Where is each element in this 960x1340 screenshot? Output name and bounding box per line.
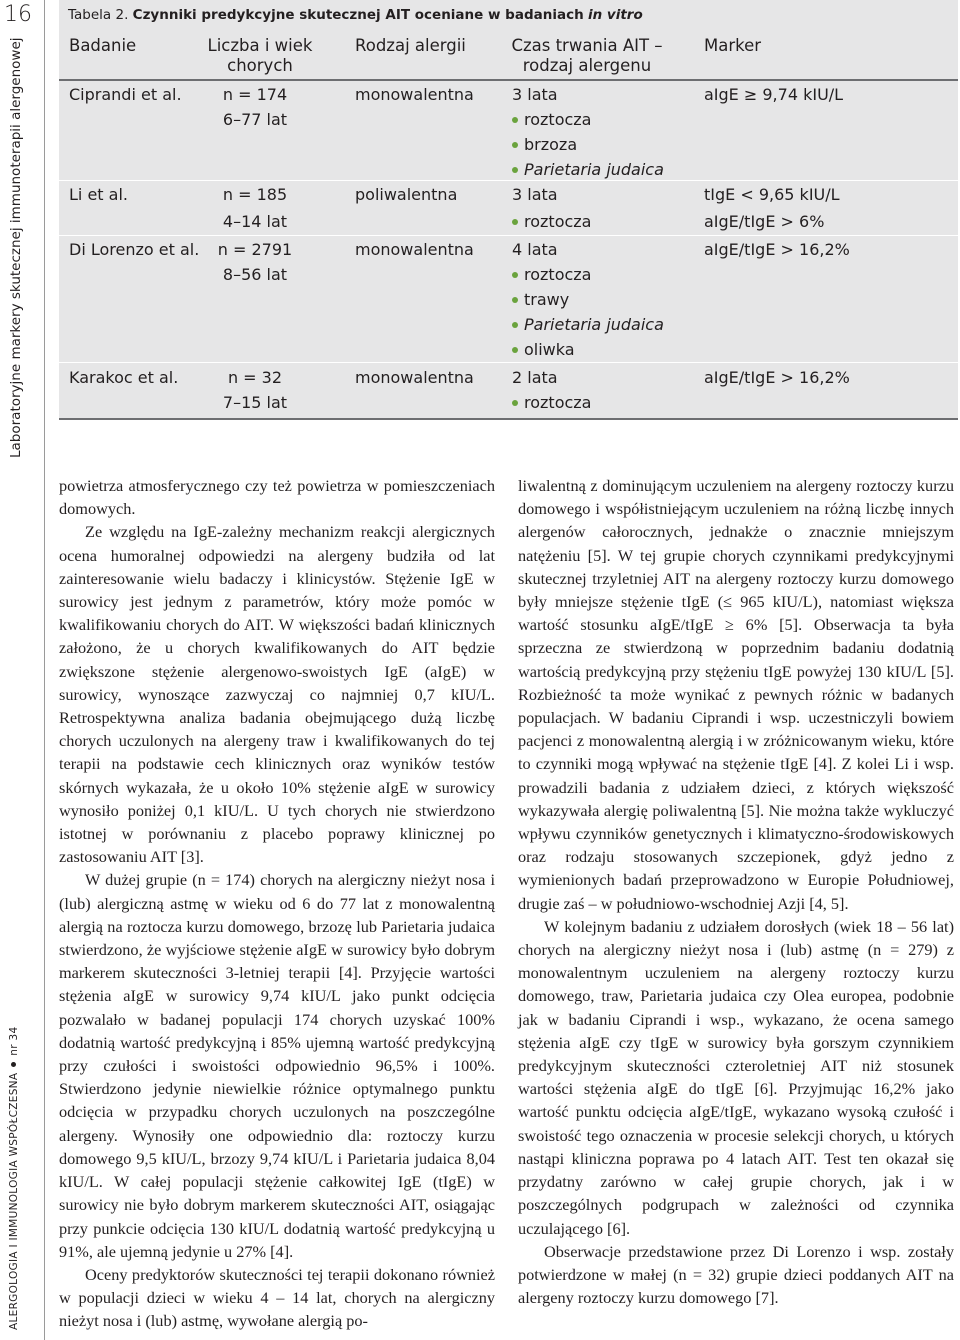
patients-age: 4–14 lat bbox=[222, 212, 288, 231]
table-row-1-patients bbox=[196, 82, 314, 132]
bullet-icon bbox=[512, 272, 518, 278]
table-row-3-study: Di Lorenzo et al. bbox=[69, 240, 200, 259]
bullet-icon bbox=[512, 322, 518, 328]
header-patients bbox=[196, 36, 324, 76]
header-divider bbox=[59, 79, 958, 81]
allergen-item: Parietaria judaica bbox=[512, 312, 664, 337]
bullet-icon bbox=[512, 347, 518, 353]
table-row-3-marker: aIgE/tIgE > 16,2% bbox=[704, 240, 850, 259]
header-duration-line2: rodzaj alergenu bbox=[522, 56, 652, 75]
duration: 2 lata bbox=[512, 368, 558, 387]
body-column-left bbox=[59, 474, 495, 1333]
bullet-icon bbox=[512, 297, 518, 303]
bullet-icon bbox=[512, 219, 518, 225]
marker-value: aIgE/tIgE > 6% bbox=[704, 212, 825, 231]
margin-divider bbox=[44, 0, 45, 1340]
marker-value: tIgE < 9,65 kIU/L bbox=[704, 185, 840, 204]
journal-footer bbox=[8, 1027, 20, 1330]
paragraph: Ze względu na IgE-zależny mechanizm reakcji alergicznych ocena humoralnej odpowiedzi na alergeny budziła od lat zainteresowanie wielu badaczy i klinicystów. Stężenie IgE w surowicy jest jednym z parametrów, który może pomóc w kwalifikowaniu chorych do AIT. W większości badań klinicznych założono, że u chorych kwalifikowanych do AIT będzie zwiększone stężenie alergenowo-swoistych IgE (aIgE) w surowicy, wynoszące zazwyczaj co najmniej 0,7 kIU/L. Retrospektywna analiza badania obejmującego dużą liczbę chorych uczulonych na alergeny traw i kwalifikowanych do tej terapii na podstawie cech klinicznych oraz wyników testów skórnych wykazała, że u około 10% stężenie aIgE w surowicy wynosiło poniżej 0,1 kIU/L. U tych chorych nie stwierdzono istotnej w porównaniu z placebo poprawy klinicznej po zastosowaniu AIT [3]. bbox=[59, 522, 495, 867]
table-caption-prefix: Tabela 2. bbox=[68, 7, 129, 23]
allergen-item: Parietaria judaica bbox=[512, 157, 664, 182]
running-title: Laboratoryjne markery skutecznej immunoterapii alergenowej bbox=[8, 37, 24, 458]
table-caption-title: Czynniki predykcyjne skutecznej AIT oceniane w badaniach bbox=[132, 7, 584, 23]
bullet-icon bbox=[512, 142, 518, 148]
paragraph: liwalentną z dominującym uczuleniem na alergeny roztoczy kurzu domowego i współistniejącym uczuleniem na różną liczbę innych alergenów całorocznych, jednakże o znacznie mniejszym natężeniu [5]. W tej grupie chorych czynnikami predykcyjnymi skutecznej trzyletniej AIT na alergeny roztoczy kurzu domowego były mniejsze stężenie tIgE (≤ 965 kIU/L), natomiast większa wartość stosunku aIgE/tIgE ≥ 6% [5]. Obserwacja ta była sprzeczna ze stwierdzoną w poprzednim badaniu dodatnią wartością predykcyjną przy stężeniu tIgE powyżej 130 kIU/L [5]. Rozbieżność ta może wynikać z pewnych różnic w badanych populacjach. W badaniu Ciprandi i wsp. uczestniczyli bowiem pacjenci z monowalentną alergią i w zróżnicowanym wieku, które to czynniki mogą wpływać na stężenie tIgE [4]. Z kolei Li i wsp. prowadzili badania z udziałem dzieci, z których większość wykazywała alergię poliwalentną [5]. Nie można także wykluczyć wpływu czynników genetycznych i klimatyczno-środowiskowych oraz rodzaju stosowanych szczepionek, gdyż jedno z wymienionych badań przeprowadzono w Europie Południowej, drugie zaś – w południowo-wschodniej Azji [4, 5]. bbox=[518, 476, 954, 913]
paragraph: W kolejnym badaniu z udziałem dorosłych (wiek 18 – 56 lat) chorych na alergiczny nieżyt nosa i (lub) astmę (n = 279) z monowalentnym uczuleniem na alergeny roztoczy kurzu domowego, traw, Parietaria judaica czy Olea europea, podobnie jak w badaniu Ciprandi i wsp., wykazano, że ocena samego stężenia aIgE czy tIgE w surowicy była gorszym czynnikiem predykcyjnym skuteczności czteroletniej AIT niż stosunek wartości stężenia aIgE do tIgE [6]. Przyjmując 16,2% jako wartość punktu odcięcia aIgE/tIgE, wykazano wysoką czułość i swoistość tego oznaczenia w procesie selekcji chorych, u których nastąpi kliniczna poprawa po 4 latach AIT. Test ten okazał się przydatny zarówno w całej grupie chorych, jak i w poszczególnych podgrupach w zależności od czynnika uczulającego [6]. bbox=[518, 916, 954, 1238]
patients-count: n = 185 bbox=[222, 185, 288, 204]
header-patients-line1: Liczba i wiek bbox=[207, 36, 313, 55]
table-row-1-duration bbox=[512, 82, 664, 182]
table-row-3-duration bbox=[512, 237, 664, 362]
allergen-item: roztocza bbox=[512, 107, 664, 132]
allergen-item: oliwka bbox=[512, 337, 664, 362]
duration: 3 lata bbox=[512, 185, 558, 204]
bullet-icon bbox=[512, 167, 518, 173]
header-marker: Marker bbox=[704, 36, 762, 55]
table-row-2-study: Li et al. bbox=[69, 185, 128, 204]
table-row-2-duration bbox=[512, 182, 591, 234]
page-number: 16 bbox=[4, 2, 32, 27]
table-row-1-allergy: monowalentna bbox=[355, 85, 474, 104]
table-row-1-marker: aIgE ≥ 9,74 kIU/L bbox=[704, 85, 844, 104]
duration: 3 lata bbox=[512, 85, 558, 104]
bullet-icon bbox=[512, 400, 518, 406]
separator-dot-icon bbox=[11, 1062, 16, 1067]
journal-name: ALERGOLOGIA I IMMUNOLOGIA WSPÓŁCZESNA bbox=[8, 1072, 20, 1330]
allergen-item: trawy bbox=[512, 287, 664, 312]
table-row-1-study: Ciprandi et al. bbox=[69, 85, 182, 104]
body-column-right bbox=[518, 474, 954, 1309]
row-divider bbox=[59, 362, 958, 363]
header-patients-line2: chorych bbox=[227, 56, 293, 75]
patients-count: n = 174 bbox=[222, 85, 288, 104]
table-row-4-study: Karakoc et al. bbox=[69, 368, 179, 387]
journal-issue: nr 34 bbox=[8, 1026, 20, 1056]
allergen-item: roztocza bbox=[512, 262, 664, 287]
patients-count: n = 32 bbox=[227, 368, 283, 387]
allergen-item: roztocza bbox=[512, 390, 591, 415]
header-allergy: Rodzaj alergii bbox=[355, 36, 466, 55]
table-row-4-marker: aIgE/tIgE > 16,2% bbox=[704, 368, 850, 387]
table-row-4-duration bbox=[512, 365, 591, 415]
header-duration bbox=[507, 36, 667, 76]
table-row-3-patients bbox=[196, 237, 314, 287]
row-divider bbox=[59, 235, 958, 236]
table-caption bbox=[68, 7, 643, 23]
patients-age: 7–15 lat bbox=[222, 393, 288, 412]
duration: 4 lata bbox=[512, 240, 558, 259]
paragraph: Oceny predyktorów skuteczności tej terapii dokonano również w populacji dzieci w wieku 4 – 14 lat, chorych na alergiczny nieżyt nosa i (lub) astmę, wywołane alergią po- bbox=[59, 1264, 495, 1331]
table-row-3-allergy: monowalentna bbox=[355, 240, 474, 259]
allergen-item: roztocza bbox=[512, 209, 591, 234]
patients-age: 8–56 lat bbox=[222, 265, 288, 284]
header-study: Badanie bbox=[69, 36, 137, 55]
table-row-2-patients bbox=[196, 182, 314, 234]
row-divider bbox=[59, 180, 958, 181]
table-caption-italic: in vitro bbox=[587, 7, 643, 23]
table-row-2-marker bbox=[704, 182, 840, 234]
table-row-4-allergy: monowalentna bbox=[355, 368, 474, 387]
paragraph: W dużej grupie (n = 174) chorych na alergiczny nieżyt nosa i (lub) alergiczną astmę w wieku od 6 do 77 lat z monowalentną alergią na roztocza kurzu domowego, brzozę lub Parietaria judaica stwierdzono, że wyjściowe stężenie aIgE w surowicy było dobrym markerem skuteczności 3-letniej terapii [4]. Przyjęcie wartości stężenia aIgE w surowicy 9,74 kIU/L jako punkt odcięcia pozwalało w badanej populacji 174 chorych uzyskać 100% dodatnią wartość predykcyjną i 85% ujemną wartość predykcyjną przy czułości i swoistości odpowiednio 96,5% i 100%. Stwierdzono jedynie niewielkie różnice optymalnego punktu odcięcia w przypadku chorych uczulonych na poszczególne alergeny. Wynosiły one odpowiednio dla: roztoczy kurzu domowego 9,5 kIU/L, brzozy 9,74 kIU/L i Parietaria judaica 8,04 kIU/L. W całej populacji stężenie całkowitej IgE (tIgE) w surowicy nie było dobrym markerem skuteczności AIT, osiągając przy punkcie odcięcia 130 kIU/L dodatnią wartość predykcyjną u 91%, ale ujemną jedynie u 27% [4]. bbox=[59, 870, 495, 1261]
bullet-icon bbox=[512, 117, 518, 123]
page-margin bbox=[0, 0, 40, 1340]
paragraph: powietrza atmosferycznego czy też powietrza w pomieszczeniach domowych. bbox=[59, 476, 495, 519]
paragraph: Obserwacje przedstawione przez Di Lorenzo i wsp. zostały potwierdzone w małej (n = 32) grupie dzieci poddanych AIT na alergeny roztoczy kurzu domowego [7]. bbox=[518, 1241, 954, 1308]
table-row-2-allergy: poliwalentna bbox=[355, 185, 458, 204]
table-row-4-patients bbox=[196, 365, 314, 415]
patients-age: 6–77 lat bbox=[222, 110, 288, 129]
allergen-item: brzoza bbox=[512, 132, 664, 157]
header-duration-line1: Czas trwania AIT – bbox=[511, 36, 663, 55]
patients-count: n = 2791 bbox=[217, 240, 293, 259]
